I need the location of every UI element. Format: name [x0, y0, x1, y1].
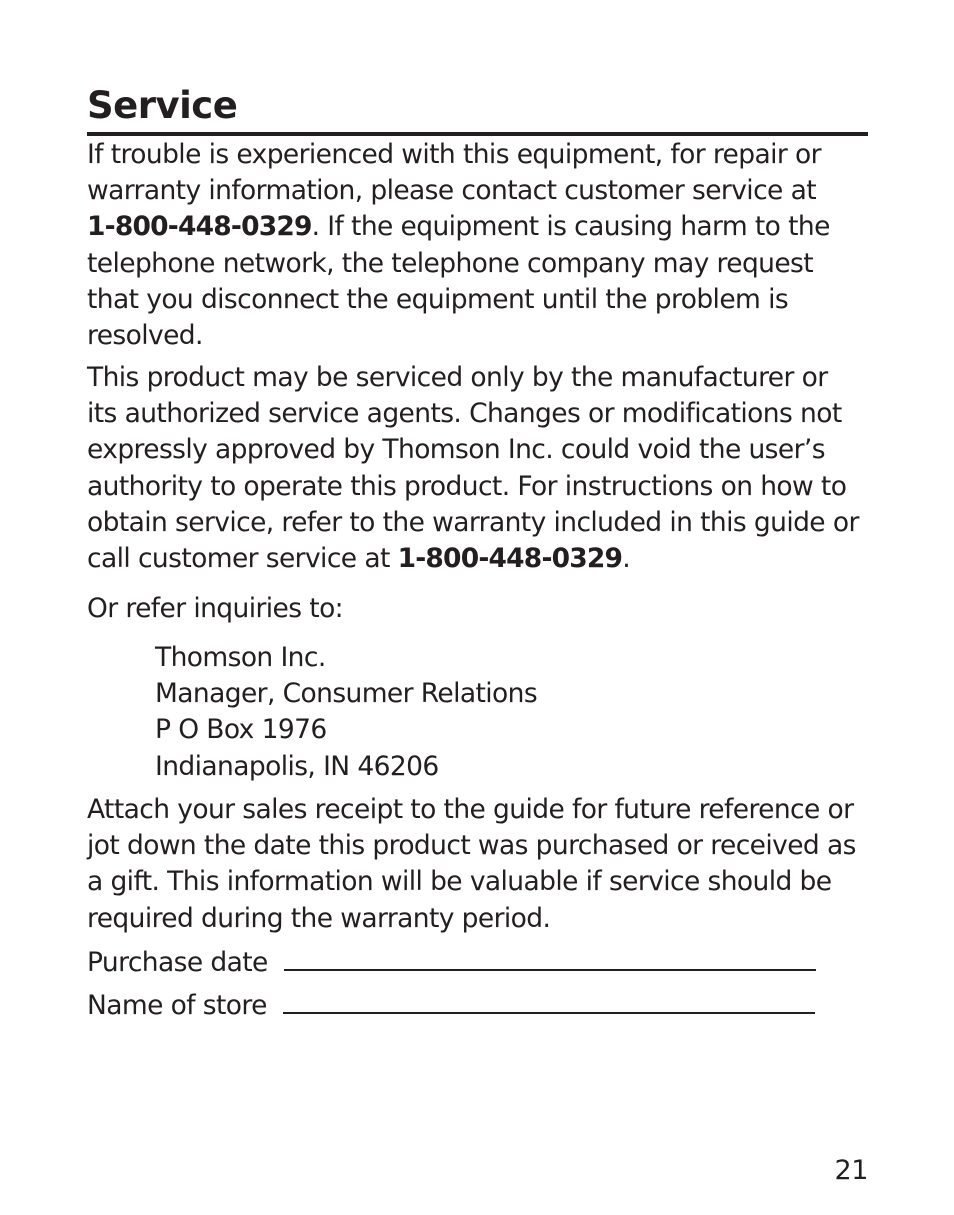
name-of-store-row	[87, 986, 815, 1024]
text-segment: . If the equipment is causing harm to the	[311, 211, 830, 243]
text-line: authority to operate this product. For instructions on how to	[87, 470, 847, 502]
name-of-store-blank	[283, 986, 815, 1014]
text-segment: call customer service at	[87, 543, 398, 575]
text-line: a gift. This information will be valuable if service should be	[87, 866, 832, 898]
purchase-date-row	[87, 943, 816, 981]
address-city: Indianapolis, IN 46206	[155, 750, 439, 782]
text-line: telephone network, the telephone company may request	[87, 247, 814, 279]
page-title: Service	[87, 84, 238, 127]
authorized-service-paragraph	[87, 360, 868, 577]
text-line: Or refer inquiries to:	[87, 593, 344, 624]
repair-paragraph	[87, 137, 868, 354]
text-line: resolved.	[87, 320, 203, 352]
text-line: If trouble is experienced with this equipment, for repair or	[87, 139, 821, 170]
text-line	[87, 541, 868, 577]
phone-number: 1-800-448-0329	[397, 543, 623, 575]
text-line: required during the warranty period.	[87, 902, 551, 934]
mailing-address	[155, 640, 537, 785]
text-line: warranty information, please contact customer service at	[87, 175, 817, 207]
page-number: 21	[834, 1155, 868, 1186]
text-line: expressly approved by Thomson Inc. could void the user’s	[87, 434, 825, 466]
name-of-store-label: Name of store	[87, 990, 267, 1021]
section-header	[87, 84, 868, 136]
inquiries-intro	[87, 591, 868, 627]
purchase-date-blank	[284, 943, 816, 971]
address-po-box: P O Box 1976	[155, 714, 327, 746]
text-line	[87, 209, 868, 245]
text-line: Attach your sales receipt to the guide for future reference or	[87, 794, 854, 825]
text-line: its authorized service agents. Changes or modifications not	[87, 398, 842, 430]
text-line: jot down the date this product was purchased or received as	[87, 830, 856, 862]
text-line: This product may be serviced only by the manufacturer or	[87, 362, 828, 393]
text-segment: .	[622, 543, 631, 575]
address-company: Thomson Inc.	[155, 642, 326, 673]
phone-number: 1-800-448-0329	[87, 211, 312, 243]
address-department: Manager, Consumer Relations	[155, 678, 538, 710]
text-line: that you disconnect the equipment until the problem is	[87, 283, 789, 315]
receipt-paragraph	[87, 792, 868, 937]
purchase-date-label: Purchase date	[87, 947, 268, 978]
text-line: obtain service, refer to the warranty included in this guide or	[87, 506, 859, 538]
